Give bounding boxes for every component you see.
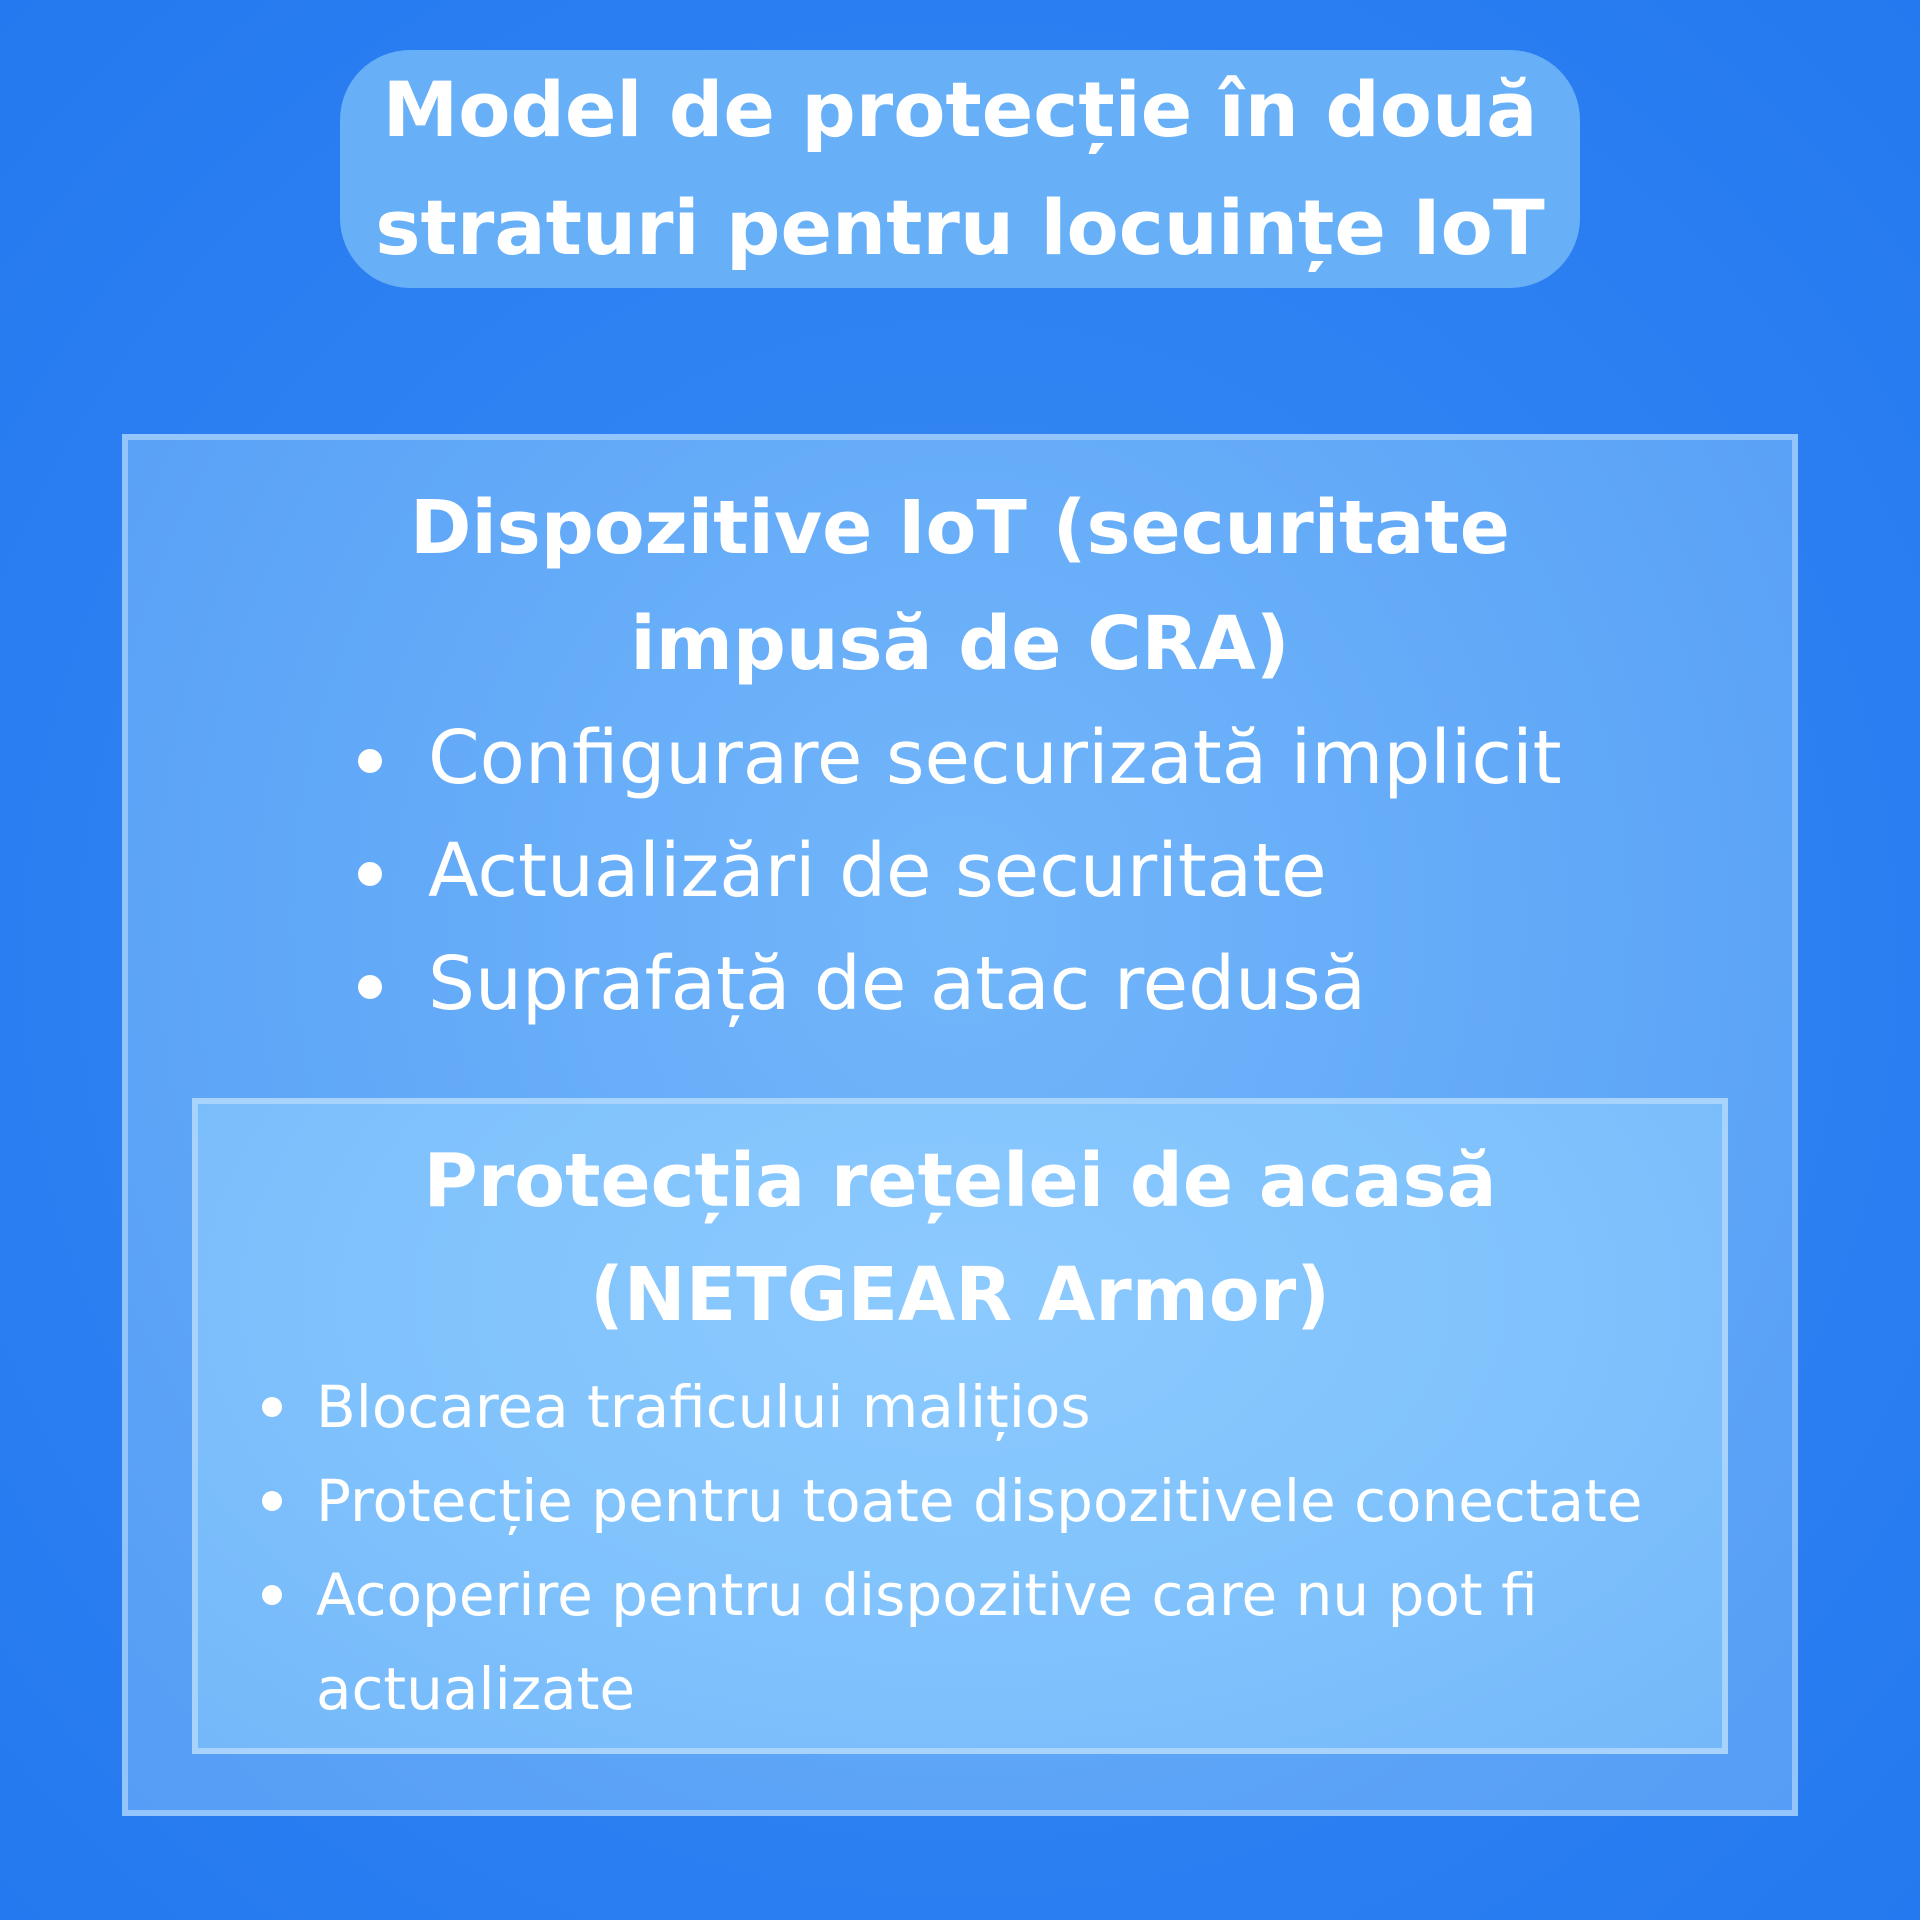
inner-heading-line-1: Protecția rețelei de acasă — [423, 1138, 1497, 1224]
diagram-title — [340, 50, 1580, 288]
outer-layer-box — [122, 434, 1798, 1816]
outer-heading-line-1: Dispozitive IoT (securitate — [410, 485, 1510, 571]
outer-heading-line-2: impusă de CRA) — [630, 601, 1290, 687]
inner-heading-line-2: (NETGEAR Armor) — [589, 1252, 1331, 1338]
list-item: Protecție pentru toate dispozitivele conectate — [262, 1454, 1702, 1548]
list-item: Acoperire pentru dispozitive care nu pot fi actualizate — [262, 1548, 1702, 1736]
inner-layer-heading — [198, 1124, 1722, 1352]
list-item: Actualizări de securitate — [358, 815, 1562, 928]
inner-layer-box — [192, 1098, 1728, 1754]
outer-layer-heading — [128, 470, 1792, 702]
title-line-1: Model de protecție în două — [382, 65, 1538, 154]
list-item: Configurare securizată implicit — [358, 702, 1562, 815]
outer-layer-list — [358, 702, 1562, 1041]
list-item: Suprafață de atac redusă — [358, 928, 1562, 1041]
inner-layer-list — [262, 1360, 1702, 1736]
title-line-2: straturi pentru locuințe IoT — [375, 183, 1545, 272]
list-item: Blocarea traficului malițios — [262, 1360, 1702, 1454]
